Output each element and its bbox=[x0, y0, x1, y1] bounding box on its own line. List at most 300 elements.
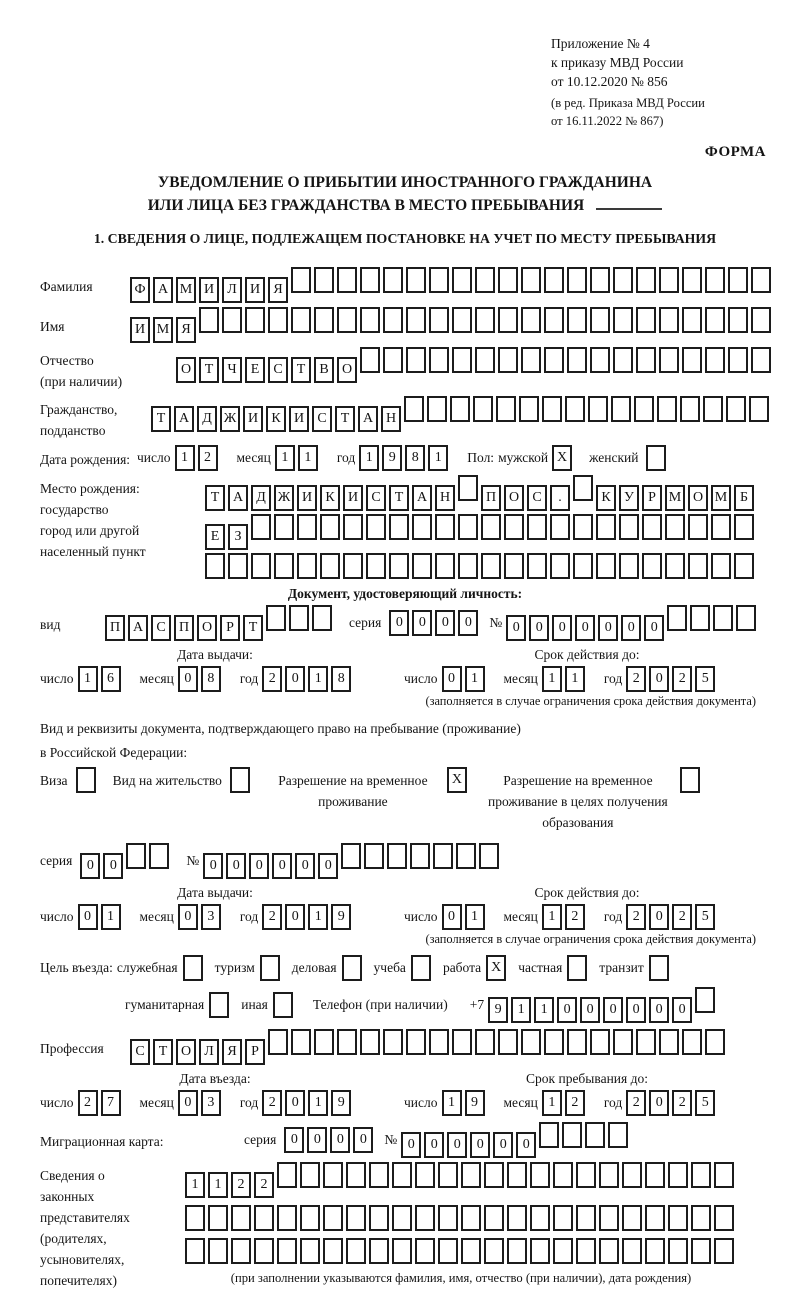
char-box[interactable] bbox=[659, 267, 679, 293]
char-box[interactable]: Т bbox=[153, 1039, 173, 1065]
char-box[interactable]: 2 bbox=[626, 1090, 646, 1116]
char-box[interactable]: С bbox=[130, 1039, 150, 1065]
char-box[interactable] bbox=[245, 307, 265, 333]
char-box[interactable]: И bbox=[199, 277, 219, 303]
char-box[interactable] bbox=[599, 1205, 619, 1231]
char-box[interactable]: 0 bbox=[598, 615, 618, 641]
char-box[interactable] bbox=[521, 267, 541, 293]
char-box[interactable] bbox=[688, 553, 708, 579]
char-box[interactable] bbox=[608, 1122, 628, 1148]
char-box[interactable] bbox=[728, 307, 748, 333]
char-box[interactable] bbox=[682, 307, 702, 333]
char-box[interactable]: 3 bbox=[201, 904, 221, 930]
char-box[interactable] bbox=[369, 1205, 389, 1231]
char-box[interactable] bbox=[573, 553, 593, 579]
char-box[interactable]: 1 bbox=[428, 445, 448, 471]
char-box[interactable] bbox=[530, 1238, 550, 1264]
char-box[interactable] bbox=[682, 1029, 702, 1055]
char-box[interactable]: В bbox=[314, 357, 334, 383]
char-box[interactable] bbox=[507, 1205, 527, 1231]
char-box[interactable] bbox=[749, 396, 769, 422]
char-box[interactable]: 5 bbox=[695, 1090, 715, 1116]
char-box[interactable] bbox=[585, 1122, 605, 1148]
char-box[interactable]: 1 bbox=[78, 666, 98, 692]
char-box[interactable] bbox=[619, 514, 639, 540]
char-box[interactable] bbox=[622, 1162, 642, 1188]
char-box[interactable]: 0 bbox=[644, 615, 664, 641]
char-box[interactable] bbox=[389, 553, 409, 579]
char-box[interactable]: 8 bbox=[405, 445, 425, 471]
char-box[interactable]: 0 bbox=[295, 853, 315, 879]
char-box[interactable] bbox=[475, 347, 495, 373]
char-box[interactable] bbox=[714, 1238, 734, 1264]
char-box[interactable] bbox=[126, 843, 146, 869]
char-box[interactable]: 1 bbox=[542, 904, 562, 930]
char-box[interactable] bbox=[346, 1205, 366, 1231]
char-box[interactable]: Р bbox=[220, 615, 240, 641]
char-box[interactable] bbox=[450, 396, 470, 422]
char-box[interactable]: М bbox=[711, 485, 731, 511]
char-box[interactable] bbox=[576, 1162, 596, 1188]
char-box[interactable]: 1 bbox=[542, 666, 562, 692]
char-box[interactable] bbox=[209, 992, 229, 1018]
char-box[interactable] bbox=[230, 767, 250, 793]
char-box[interactable]: 0 bbox=[621, 615, 641, 641]
char-box[interactable]: 9 bbox=[465, 1090, 485, 1116]
char-box[interactable]: 1 bbox=[308, 666, 328, 692]
char-box[interactable] bbox=[268, 307, 288, 333]
char-box[interactable] bbox=[274, 553, 294, 579]
char-box[interactable]: 0 bbox=[272, 853, 292, 879]
char-box[interactable] bbox=[695, 987, 715, 1013]
char-box[interactable]: Я bbox=[176, 317, 196, 343]
char-box[interactable] bbox=[438, 1162, 458, 1188]
char-box[interactable] bbox=[389, 514, 409, 540]
char-box[interactable] bbox=[484, 1205, 504, 1231]
char-box[interactable] bbox=[611, 396, 631, 422]
char-box[interactable] bbox=[498, 347, 518, 373]
char-box[interactable]: 0 bbox=[226, 853, 246, 879]
char-box[interactable] bbox=[343, 514, 363, 540]
char-box[interactable] bbox=[429, 1029, 449, 1055]
char-box[interactable]: А bbox=[153, 277, 173, 303]
char-box[interactable]: П bbox=[105, 615, 125, 641]
char-box[interactable] bbox=[185, 1238, 205, 1264]
char-box[interactable] bbox=[387, 843, 407, 869]
char-box[interactable] bbox=[438, 1205, 458, 1231]
char-box[interactable]: 1 bbox=[359, 445, 379, 471]
char-box[interactable] bbox=[360, 347, 380, 373]
char-box[interactable]: Д bbox=[197, 406, 217, 432]
char-box[interactable] bbox=[736, 605, 756, 631]
char-box[interactable]: . bbox=[550, 485, 570, 511]
char-box[interactable]: 0 bbox=[401, 1132, 421, 1158]
char-box[interactable] bbox=[507, 1162, 527, 1188]
char-box[interactable]: А bbox=[174, 406, 194, 432]
char-box[interactable] bbox=[415, 1238, 435, 1264]
char-box[interactable] bbox=[323, 1205, 343, 1231]
char-box[interactable] bbox=[392, 1205, 412, 1231]
char-box[interactable]: 1 bbox=[298, 445, 318, 471]
char-box[interactable] bbox=[461, 1238, 481, 1264]
char-box[interactable] bbox=[392, 1162, 412, 1188]
char-box[interactable] bbox=[320, 553, 340, 579]
char-box[interactable] bbox=[452, 307, 472, 333]
char-box[interactable] bbox=[412, 553, 432, 579]
char-box[interactable] bbox=[690, 605, 710, 631]
char-box[interactable] bbox=[713, 605, 733, 631]
char-box[interactable] bbox=[406, 1029, 426, 1055]
char-box[interactable]: 0 bbox=[285, 904, 305, 930]
char-box[interactable]: 0 bbox=[552, 615, 572, 641]
char-box[interactable] bbox=[636, 1029, 656, 1055]
char-box[interactable] bbox=[406, 267, 426, 293]
char-box[interactable]: 0 bbox=[249, 853, 269, 879]
char-box[interactable] bbox=[222, 307, 242, 333]
char-box[interactable]: О bbox=[176, 357, 196, 383]
char-box[interactable]: У bbox=[619, 485, 639, 511]
char-box[interactable] bbox=[645, 1238, 665, 1264]
char-box[interactable] bbox=[544, 307, 564, 333]
char-box[interactable] bbox=[337, 307, 357, 333]
char-box[interactable] bbox=[636, 307, 656, 333]
char-box[interactable]: Ч bbox=[222, 357, 242, 383]
char-box[interactable] bbox=[599, 1238, 619, 1264]
char-box[interactable] bbox=[484, 1238, 504, 1264]
char-box[interactable] bbox=[291, 267, 311, 293]
char-box[interactable] bbox=[383, 307, 403, 333]
char-box[interactable]: И bbox=[130, 317, 150, 343]
char-box[interactable] bbox=[659, 1029, 679, 1055]
char-box[interactable] bbox=[312, 605, 332, 631]
char-box[interactable] bbox=[705, 347, 725, 373]
char-box[interactable]: 1 bbox=[565, 666, 585, 692]
char-box[interactable] bbox=[705, 267, 725, 293]
char-box[interactable] bbox=[659, 307, 679, 333]
char-box[interactable] bbox=[562, 1122, 582, 1148]
char-box[interactable] bbox=[337, 267, 357, 293]
char-box[interactable]: 2 bbox=[565, 1090, 585, 1116]
char-box[interactable] bbox=[705, 1029, 725, 1055]
char-box[interactable] bbox=[314, 307, 334, 333]
char-box[interactable] bbox=[291, 1029, 311, 1055]
char-box[interactable] bbox=[576, 1205, 596, 1231]
char-box[interactable] bbox=[751, 347, 771, 373]
char-box[interactable] bbox=[383, 1029, 403, 1055]
char-box[interactable] bbox=[346, 1238, 366, 1264]
char-box[interactable] bbox=[228, 553, 248, 579]
char-box[interactable]: Б bbox=[734, 485, 754, 511]
char-box[interactable] bbox=[588, 396, 608, 422]
char-box[interactable] bbox=[521, 307, 541, 333]
char-box[interactable]: Л bbox=[222, 277, 242, 303]
char-box[interactable] bbox=[415, 1162, 435, 1188]
char-box[interactable]: 9 bbox=[331, 904, 351, 930]
char-box[interactable] bbox=[410, 843, 430, 869]
char-box[interactable]: 0 bbox=[575, 615, 595, 641]
char-box[interactable] bbox=[544, 347, 564, 373]
char-box[interactable]: 0 bbox=[178, 904, 198, 930]
char-box[interactable] bbox=[199, 307, 219, 333]
char-box[interactable] bbox=[364, 843, 384, 869]
char-box[interactable]: 0 bbox=[557, 997, 577, 1023]
char-box[interactable] bbox=[714, 1162, 734, 1188]
char-box[interactable] bbox=[619, 553, 639, 579]
char-box[interactable] bbox=[530, 1205, 550, 1231]
char-box[interactable]: О bbox=[197, 615, 217, 641]
char-box[interactable]: 1 bbox=[101, 904, 121, 930]
char-box[interactable] bbox=[542, 396, 562, 422]
char-box[interactable] bbox=[277, 1238, 297, 1264]
char-box[interactable]: 0 bbox=[458, 610, 478, 636]
char-box[interactable]: 0 bbox=[649, 666, 669, 692]
char-box[interactable]: 0 bbox=[353, 1127, 373, 1153]
char-box[interactable] bbox=[521, 1029, 541, 1055]
char-box[interactable]: 3 bbox=[201, 1090, 221, 1116]
char-box[interactable]: М bbox=[176, 277, 196, 303]
char-box[interactable]: 0 bbox=[672, 997, 692, 1023]
char-box[interactable]: Т bbox=[151, 406, 171, 432]
char-box[interactable]: 0 bbox=[284, 1127, 304, 1153]
char-box[interactable]: 1 bbox=[465, 666, 485, 692]
char-box[interactable]: 2 bbox=[626, 904, 646, 930]
char-box[interactable] bbox=[622, 1205, 642, 1231]
char-box[interactable]: 1 bbox=[542, 1090, 562, 1116]
char-box[interactable] bbox=[668, 1238, 688, 1264]
char-box[interactable] bbox=[565, 396, 585, 422]
char-box[interactable]: Д bbox=[251, 485, 271, 511]
char-box[interactable]: О bbox=[504, 485, 524, 511]
char-box[interactable]: К bbox=[596, 485, 616, 511]
char-box[interactable]: 1 bbox=[465, 904, 485, 930]
char-box[interactable]: 0 bbox=[442, 666, 462, 692]
char-box[interactable] bbox=[314, 1029, 334, 1055]
char-box[interactable]: 0 bbox=[516, 1132, 536, 1158]
char-box[interactable] bbox=[668, 1205, 688, 1231]
char-box[interactable] bbox=[496, 396, 516, 422]
char-box[interactable]: 8 bbox=[331, 666, 351, 692]
char-box[interactable] bbox=[590, 267, 610, 293]
char-box[interactable]: 2 bbox=[672, 904, 692, 930]
char-box[interactable] bbox=[636, 267, 656, 293]
char-box[interactable] bbox=[728, 267, 748, 293]
char-box[interactable] bbox=[504, 553, 524, 579]
char-box[interactable] bbox=[691, 1205, 711, 1231]
char-box[interactable] bbox=[645, 1162, 665, 1188]
char-box[interactable] bbox=[183, 955, 203, 981]
char-box[interactable] bbox=[682, 347, 702, 373]
char-box[interactable] bbox=[553, 1238, 573, 1264]
char-box[interactable] bbox=[392, 1238, 412, 1264]
char-box[interactable] bbox=[634, 396, 654, 422]
char-box[interactable] bbox=[498, 267, 518, 293]
char-box[interactable] bbox=[550, 553, 570, 579]
char-box[interactable]: Т bbox=[389, 485, 409, 511]
char-box[interactable] bbox=[504, 514, 524, 540]
char-box[interactable] bbox=[613, 307, 633, 333]
char-box[interactable]: 0 bbox=[603, 997, 623, 1023]
char-box[interactable] bbox=[406, 307, 426, 333]
char-box[interactable] bbox=[734, 514, 754, 540]
char-box[interactable]: 9 bbox=[488, 997, 508, 1023]
char-box[interactable] bbox=[369, 1162, 389, 1188]
char-box[interactable]: 1 bbox=[308, 1090, 328, 1116]
char-box[interactable] bbox=[346, 1162, 366, 1188]
char-box[interactable] bbox=[726, 396, 746, 422]
char-box[interactable] bbox=[456, 843, 476, 869]
char-box[interactable] bbox=[714, 1205, 734, 1231]
char-box[interactable] bbox=[452, 267, 472, 293]
char-box[interactable] bbox=[550, 514, 570, 540]
char-box[interactable] bbox=[711, 553, 731, 579]
char-box[interactable]: Т bbox=[199, 357, 219, 383]
char-box[interactable] bbox=[429, 307, 449, 333]
char-box[interactable] bbox=[185, 1205, 205, 1231]
char-box[interactable] bbox=[314, 267, 334, 293]
char-box[interactable]: 1 bbox=[511, 997, 531, 1023]
char-box[interactable]: 1 bbox=[534, 997, 554, 1023]
char-box[interactable] bbox=[411, 955, 431, 981]
char-box[interactable]: Р bbox=[245, 1039, 265, 1065]
char-box[interactable]: О bbox=[176, 1039, 196, 1065]
char-box[interactable] bbox=[711, 514, 731, 540]
char-box[interactable]: 7 bbox=[101, 1090, 121, 1116]
char-box[interactable]: Н bbox=[381, 406, 401, 432]
char-box[interactable]: 1 bbox=[175, 445, 195, 471]
char-box[interactable] bbox=[412, 514, 432, 540]
char-box[interactable] bbox=[613, 1029, 633, 1055]
char-box[interactable] bbox=[383, 347, 403, 373]
char-box[interactable] bbox=[343, 553, 363, 579]
char-box[interactable]: 0 bbox=[493, 1132, 513, 1158]
char-box[interactable]: 0 bbox=[103, 853, 123, 879]
char-box[interactable] bbox=[274, 514, 294, 540]
char-box[interactable]: 0 bbox=[178, 666, 198, 692]
char-box[interactable]: Я bbox=[222, 1039, 242, 1065]
char-box[interactable] bbox=[342, 955, 362, 981]
char-box[interactable]: С bbox=[151, 615, 171, 641]
char-box[interactable] bbox=[231, 1238, 251, 1264]
char-box[interactable] bbox=[458, 553, 478, 579]
char-box[interactable]: 0 bbox=[435, 610, 455, 636]
char-box[interactable]: 0 bbox=[285, 1090, 305, 1116]
char-box[interactable] bbox=[320, 514, 340, 540]
char-box[interactable] bbox=[734, 553, 754, 579]
char-box[interactable] bbox=[297, 553, 317, 579]
char-box[interactable] bbox=[406, 347, 426, 373]
char-box[interactable]: Л bbox=[199, 1039, 219, 1065]
char-box[interactable] bbox=[665, 514, 685, 540]
char-box[interactable] bbox=[659, 347, 679, 373]
char-box[interactable] bbox=[366, 514, 386, 540]
char-box[interactable] bbox=[553, 1205, 573, 1231]
char-box[interactable] bbox=[268, 1029, 288, 1055]
char-box[interactable] bbox=[273, 992, 293, 1018]
char-box[interactable] bbox=[277, 1162, 297, 1188]
char-box[interactable] bbox=[481, 553, 501, 579]
char-box[interactable] bbox=[646, 445, 666, 471]
char-box[interactable]: С bbox=[312, 406, 332, 432]
char-box[interactable] bbox=[680, 767, 700, 793]
char-box[interactable] bbox=[76, 767, 96, 793]
char-box[interactable]: 0 bbox=[307, 1127, 327, 1153]
char-box[interactable]: 0 bbox=[649, 1090, 669, 1116]
char-box[interactable]: 2 bbox=[231, 1172, 251, 1198]
char-box[interactable] bbox=[452, 347, 472, 373]
char-box[interactable]: К bbox=[320, 485, 340, 511]
char-box[interactable]: Е bbox=[205, 524, 225, 550]
char-box[interactable]: 0 bbox=[529, 615, 549, 641]
char-box[interactable] bbox=[383, 267, 403, 293]
char-box[interactable] bbox=[527, 553, 547, 579]
char-box[interactable] bbox=[622, 1238, 642, 1264]
char-box[interactable]: Е bbox=[245, 357, 265, 383]
char-box[interactable] bbox=[498, 307, 518, 333]
char-box[interactable]: 1 bbox=[442, 1090, 462, 1116]
char-box[interactable] bbox=[435, 553, 455, 579]
char-box[interactable] bbox=[668, 1162, 688, 1188]
char-box[interactable] bbox=[266, 605, 286, 631]
char-box[interactable] bbox=[415, 1205, 435, 1231]
char-box[interactable]: 2 bbox=[198, 445, 218, 471]
char-box[interactable] bbox=[576, 1238, 596, 1264]
char-box[interactable] bbox=[682, 267, 702, 293]
char-box[interactable]: 1 bbox=[185, 1172, 205, 1198]
char-box[interactable]: 2 bbox=[262, 1090, 282, 1116]
char-box[interactable] bbox=[231, 1205, 251, 1231]
char-box[interactable] bbox=[642, 553, 662, 579]
char-box[interactable] bbox=[728, 347, 748, 373]
char-box[interactable] bbox=[573, 514, 593, 540]
char-box[interactable]: 0 bbox=[424, 1132, 444, 1158]
char-box[interactable] bbox=[323, 1238, 343, 1264]
char-box[interactable] bbox=[751, 307, 771, 333]
char-box[interactable] bbox=[291, 307, 311, 333]
char-box[interactable] bbox=[323, 1162, 343, 1188]
char-box[interactable] bbox=[435, 514, 455, 540]
char-box[interactable]: Т bbox=[291, 357, 311, 383]
char-box[interactable]: А bbox=[228, 485, 248, 511]
char-box[interactable] bbox=[484, 1162, 504, 1188]
char-box[interactable] bbox=[665, 553, 685, 579]
char-box[interactable] bbox=[751, 267, 771, 293]
char-box[interactable] bbox=[337, 1029, 357, 1055]
char-box[interactable] bbox=[507, 1238, 527, 1264]
char-box[interactable] bbox=[530, 1162, 550, 1188]
char-box[interactable] bbox=[691, 1238, 711, 1264]
char-box[interactable] bbox=[452, 1029, 472, 1055]
char-box[interactable] bbox=[539, 1122, 559, 1148]
char-box[interactable] bbox=[475, 267, 495, 293]
char-box[interactable]: П bbox=[174, 615, 194, 641]
char-box[interactable]: 0 bbox=[412, 610, 432, 636]
char-box[interactable] bbox=[461, 1162, 481, 1188]
char-box[interactable]: 0 bbox=[470, 1132, 490, 1158]
char-box[interactable]: Ж bbox=[274, 485, 294, 511]
char-box[interactable] bbox=[567, 267, 587, 293]
char-box[interactable]: 2 bbox=[672, 1090, 692, 1116]
char-box[interactable]: 9 bbox=[382, 445, 402, 471]
char-box[interactable] bbox=[642, 514, 662, 540]
char-box[interactable] bbox=[498, 1029, 518, 1055]
char-box[interactable] bbox=[667, 605, 687, 631]
char-box[interactable] bbox=[688, 514, 708, 540]
char-box[interactable] bbox=[277, 1205, 297, 1231]
char-box[interactable] bbox=[341, 843, 361, 869]
char-box[interactable] bbox=[567, 307, 587, 333]
char-box[interactable]: 2 bbox=[262, 666, 282, 692]
char-box[interactable]: С bbox=[268, 357, 288, 383]
